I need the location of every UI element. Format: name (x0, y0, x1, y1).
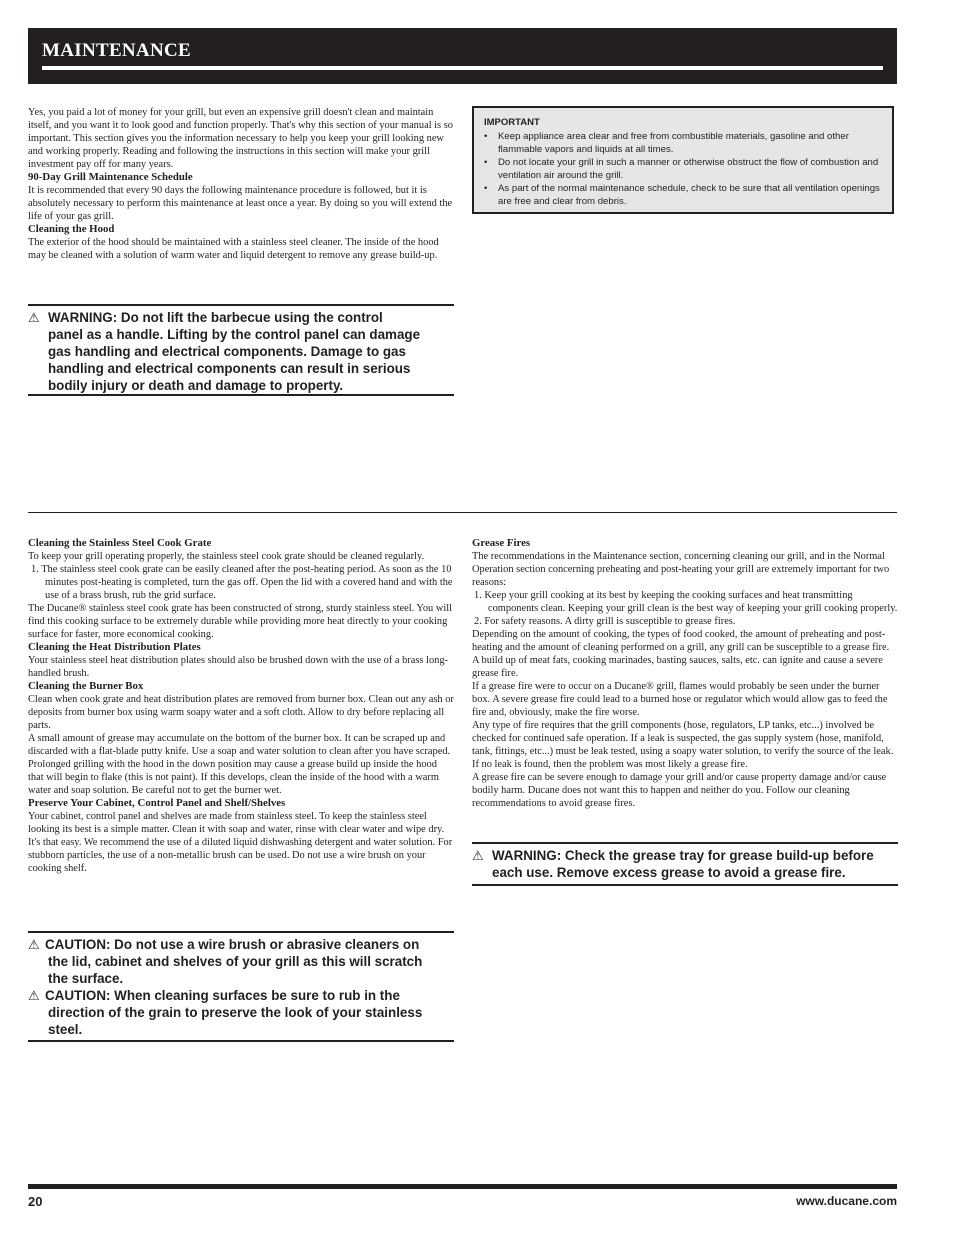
warning-grease-block (472, 842, 898, 886)
burner-text-1: Clean when cook grate and heat distribution plates are removed from burner box. Clean out any ash or deposits from burner box using warm soapy water and a soft cloth. Allow to dry before replacing all parts. (28, 694, 454, 731)
bullet-icon: • (484, 183, 488, 194)
warning-icon: ⚠ (28, 310, 40, 325)
schedule-heading: 90-Day Grill Maintenance Schedule (28, 171, 193, 183)
burner-text-3: Prolonged grilling with the hood in the down position may cause a grease build up inside the hood that will begin to flake (this is not paint). If this develops, clean the inside of the hood with a warm water and soap solution. Be careful not to get the burner wet. (28, 759, 439, 796)
header-bar (28, 28, 897, 84)
caution-line: steel. (48, 1022, 83, 1037)
caution-line: the surface. (48, 971, 124, 986)
hood-text: The exterior of the hood should be maintained with a stainless steel cleaner. The inside of the hood may be cleaned with a solution of warm water and liquid detergent to remove any grease build-up. (28, 237, 439, 261)
important-title: IMPORTANT (484, 117, 540, 128)
grease-item-1: 1. Keep your grill cooking at its best by keeping the cooking surfaces and heat transmitting components clean. Keeping your grill clean is the best way of keeping your grill cooking properly. (474, 590, 898, 614)
intro-paragraph: Yes, you paid a lot of money for your grill, but even an expensive grill doesn't clean and maintain itself, and you want it to look good and function properly. That's why this section of your manual is so important. This section gives you the information necessary to help you keep your grill looking new and working properly. Reading and following the instructions in this section will make your grill investment pay off for many years. (28, 107, 453, 170)
grate-heading: Cleaning the Stainless Steel Cook Grate (28, 537, 212, 549)
important-item-text: As part of the normal maintenance schedule, check to be sure that all ventilation openings are free and clear from debris. (498, 183, 880, 207)
caution-line: CAUTION: When cleaning surfaces be sure to rub in the (45, 988, 400, 1003)
warning-icon: ⚠ (472, 848, 484, 863)
warning-line: handling and electrical components can result in serious (48, 361, 411, 376)
caution-icon: ⚠ (28, 988, 40, 1003)
schedule-text: It is recommended that every 90 days the following maintenance procedure is followed, but it is absolutely necessary to perform this maintenance at least once a year. By doing so you will extend the life of your gas grill. (28, 185, 453, 222)
grease-text-3: If a grease fire were to occur on a Ducane® grill, flames would probably be seen under the burner box. A severe grease fire could lead to a burned hose or regulator which would allow gas to feed the fire and, obviously, make the fire worse. (472, 681, 888, 718)
warning-line: WARNING: Do not lift the barbecue using the control (48, 310, 383, 325)
hood-heading: Cleaning the Hood (28, 223, 115, 235)
important-item (484, 156, 882, 182)
burner-text-2: A small amount of grease may accumulate on the bottom of the burner box. It can be scraped up and discarded with a flat-blade putty knife. Use a soap and water solution to clean after you have scraped. (28, 733, 451, 757)
bullet-icon: • (484, 157, 488, 168)
important-item (484, 130, 882, 156)
cleaning-section (28, 537, 454, 875)
burner-heading: Cleaning the Burner Box (28, 680, 144, 692)
section-divider (28, 512, 897, 513)
grease-text-5: A grease fire can be severe enough to damage your grill and/or cause property damage and/or cause bodily harm. Ducane does not want this to happen and neither do you. Follow our cleaning recommendations to avoid grease fires. (472, 772, 887, 809)
plates-heading: Cleaning the Heat Distribution Plates (28, 641, 201, 653)
important-item-text: Keep appliance area clear and free from combustible materials, gasoline and other flammable vapors and liquids at all times. (498, 131, 849, 155)
cabinet-text: Your cabinet, control panel and shelves are made from stainless steel. To keep the stainless steel looking its best is a simple matter. Clean it with soap and water, rinse with clear water and wipe dry. It's that easy. We recommend the use of a diluted liquid dishwashing detergent and water solution. For stubborn particles, the use of a non-metallic brush can be used. Do not use a wire brush on your cooking shelf. (28, 811, 453, 874)
cabinet-heading: Preserve Your Cabinet, Control Panel and Shelf/Shelves (28, 797, 286, 809)
important-box (472, 106, 894, 214)
grease-fires-section (472, 537, 898, 810)
footer-bar (28, 1184, 897, 1189)
bullet-icon: • (484, 131, 488, 142)
page-number: 20 (28, 1194, 43, 1209)
important-item-text: Do not locate your grill in such a manner or otherwise obstruct the flow of combustion and ventilation air around the grill. (498, 157, 879, 181)
warning-line: gas handling and electrical components. Damage to gas (48, 344, 406, 359)
warning-lift-block (28, 304, 454, 396)
intro-section (28, 106, 454, 262)
grease-text-1: The recommendations in the Maintenance section, concerning cleaning our grill, and in the Normal Operation section concerning preheating and post-heating your grill are extremely important for two reasons: (472, 551, 890, 588)
plates-text: Your stainless steel heat distribution plates should also be brushed down with the use of a brass long-handled brush. (28, 655, 448, 679)
grate-text-2: The Ducane® stainless steel cook grate has been constructed of strong, sturdy stainless steel. You will find this cooking surface to be extremely durable while providing more heat directly to your cooking surface for faster, more economical cooking. (28, 603, 453, 640)
important-item (484, 182, 882, 208)
grate-step: 1. The stainless steel cook grate can be easily cleaned after the post-heating period. As soon as the 10 minutes post-heating is completed, turn the gas off. Open the lid with a covered hand and with the use of a brass brush, rub the grid surface. (31, 564, 453, 601)
grate-text: To keep your grill operating properly, the stainless steel cook grate should be cleaned regularly. (28, 551, 425, 562)
caution-block (28, 931, 454, 1042)
warning-line: WARNING: Check the grease tray for grease build-up before (492, 848, 874, 863)
warning-line: each use. Remove excess grease to avoid a grease fire. (492, 865, 846, 880)
footer-url: www.ducane.com (796, 1194, 897, 1208)
warning-line: bodily injury or death and damage to property. (48, 378, 344, 393)
header-rule (42, 66, 883, 70)
grease-item-2: 2. For safety reasons. A dirty grill is susceptible to grease fires. (474, 616, 736, 627)
caution-line: the lid, cabinet and shelves of your grill as this will scratch (48, 954, 423, 969)
grease-text-4: Any type of fire requires that the grill components (hose, regulators, LP tanks, etc...) involved be checked for continued safe operation. If a leak is suspected, the gas supply system (hose, manifold, tank, fittings, etc...) must be leak tested, using a soapy water solution, to verify the source of the leak. If no leak is found, then the problem was most likely a grease fire. (472, 720, 894, 770)
caution-line: CAUTION: Do not use a wire brush or abrasive cleaners on (45, 937, 420, 952)
caution-line: direction of the grain to preserve the look of your stainless (48, 1005, 423, 1020)
grease-text-2: Depending on the amount of cooking, the types of food cooked, the amount of preheating and post-heating and the amount of cleaning performed on a grill, any grill can be susceptible to a grease fire. A build up of meat fats, cooking marinades, basting sauces, salts, etc. can ignite and cause a severe grease fire. (472, 629, 890, 679)
page-title: MAINTENANCE (42, 40, 191, 61)
warning-line: panel as a handle. Lifting by the control panel can damage (48, 327, 421, 342)
caution-icon: ⚠ (28, 937, 40, 952)
grease-heading: Grease Fires (472, 537, 531, 549)
